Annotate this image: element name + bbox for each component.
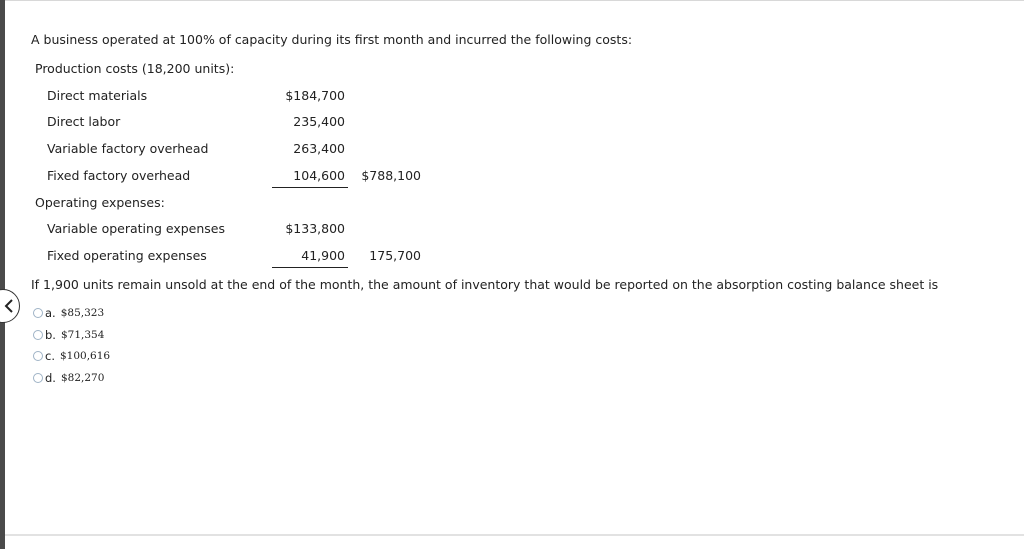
subtotal-rule [272, 267, 348, 268]
option-value: $85,323 [60, 307, 105, 319]
bottom-divider [5, 534, 1024, 536]
back-button[interactable] [0, 289, 20, 323]
left-border [0, 0, 5, 549]
row-amount: 263,400 [293, 141, 345, 156]
option-value: $82,270 [60, 372, 105, 384]
row-label: Fixed operating expenses [47, 248, 207, 263]
chevron-left-icon [4, 299, 14, 313]
row-total: 175,700 [369, 248, 421, 263]
row-label: Direct materials [47, 88, 148, 103]
option-letter: c. [45, 349, 55, 363]
row-amount: $133,800 [285, 221, 345, 236]
option-letter: a. [45, 306, 56, 320]
row-amount: 41,900 [301, 248, 345, 263]
subtotal-rule [272, 187, 348, 188]
operating-header: Operating expenses: [35, 195, 165, 210]
row-label: Fixed factory overhead [47, 168, 191, 183]
option-value: $100,616 [59, 350, 111, 362]
radio-button[interactable] [33, 373, 43, 383]
row-label: Direct labor [47, 114, 121, 129]
answer-option-b[interactable] [33, 328, 104, 342]
question-intro: A business operated at 100% of capacity during its first month and incurred the following costs: [31, 32, 633, 47]
row-amount: 104,600 [293, 168, 345, 183]
option-value: $71,354 [60, 329, 105, 341]
top-divider [5, 0, 1024, 1]
row-total: $788,100 [361, 168, 421, 183]
question-prompt: If 1,900 units remain unsold at the end of the month, the amount of inventory that would be reported on the absorption costing balance sheet is [31, 277, 939, 292]
answer-option-a[interactable] [33, 306, 104, 320]
answer-option-d[interactable] [33, 371, 104, 385]
option-letter: d. [45, 371, 56, 385]
row-amount: 235,400 [293, 114, 345, 129]
row-amount: $184,700 [285, 88, 345, 103]
answer-option-c[interactable] [33, 349, 110, 363]
production-header: Production costs (18,200 units): [35, 61, 235, 76]
radio-button[interactable] [33, 330, 43, 340]
option-letter: b. [45, 328, 56, 342]
row-label: Variable factory overhead [47, 141, 209, 156]
radio-button[interactable] [33, 351, 43, 361]
row-label: Variable operating expenses [47, 221, 225, 236]
radio-button[interactable] [33, 308, 43, 318]
